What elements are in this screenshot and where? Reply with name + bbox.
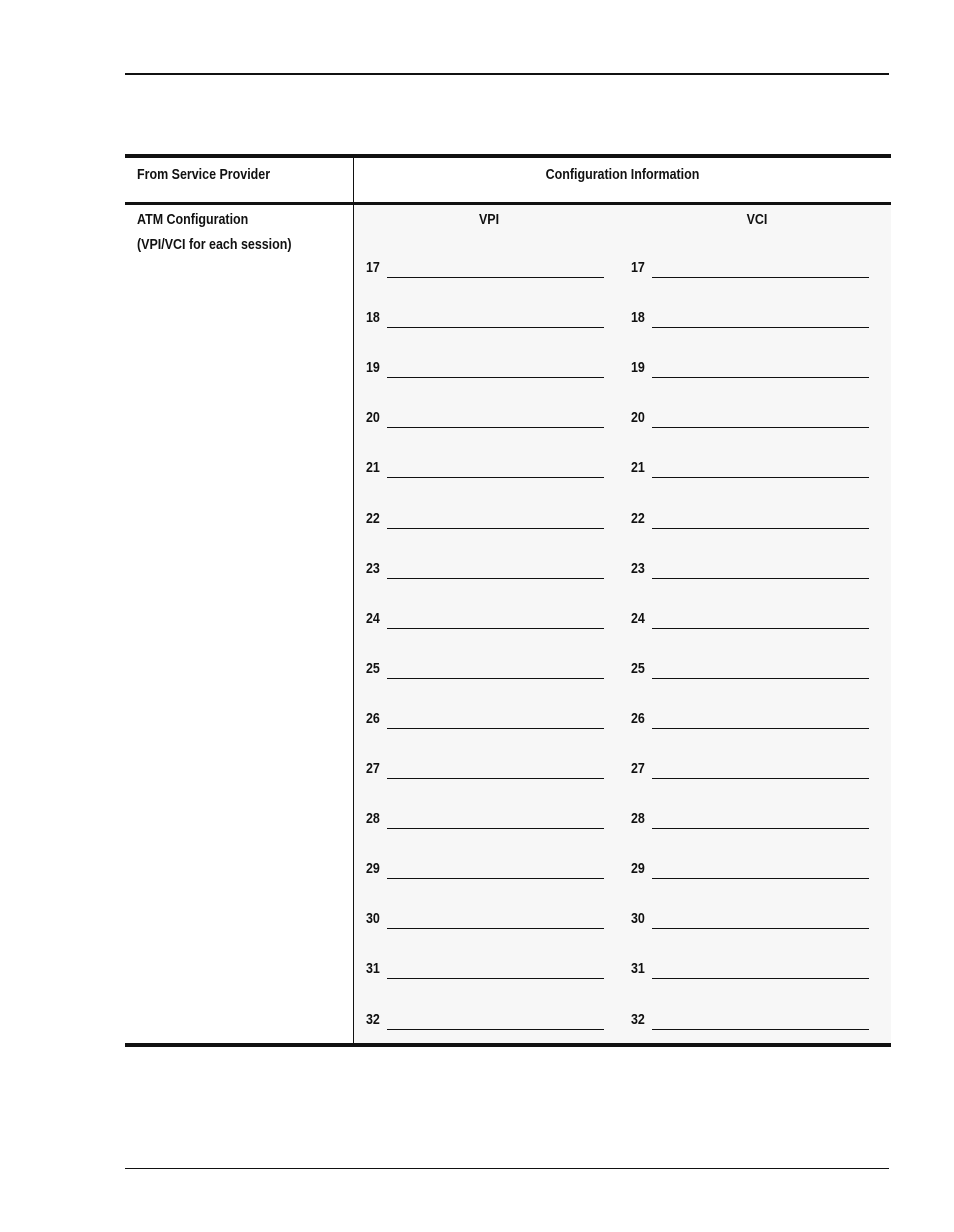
page-header-rule [125,73,889,75]
vpi-blank-line[interactable] [387,528,604,529]
session-number: 24 [366,611,380,627]
session-number: 27 [366,761,380,777]
vci-blank-line[interactable] [652,477,869,478]
vci-blank-line[interactable] [652,928,869,929]
column-divider [353,158,354,1043]
session-number: 22 [366,511,380,527]
vpi-entry-30[interactable] [366,911,606,931]
row-label-atm-configuration: ATM Configuration [137,212,249,228]
session-number: 23 [366,561,380,577]
vci-entry-27[interactable] [631,761,871,781]
vci-blank-line[interactable] [652,628,869,629]
session-number: 19 [366,360,380,376]
session-number: 30 [366,911,380,927]
session-number: 31 [631,961,645,977]
vpi-blank-line[interactable] [387,928,604,929]
session-number: 32 [631,1012,645,1028]
session-number: 29 [366,861,380,877]
header-configuration-information: Configuration Information [545,167,700,183]
vpi-blank-line[interactable] [387,277,604,278]
vpi-blank-line[interactable] [387,678,604,679]
vpi-entry-20[interactable] [366,410,606,430]
session-number: 32 [366,1012,380,1028]
vpi-blank-line[interactable] [387,978,604,979]
vpi-blank-line[interactable] [387,628,604,629]
session-number: 17 [366,260,380,276]
vpi-blank-line[interactable] [387,427,604,428]
page-footer-rule [125,1168,889,1169]
session-number: 31 [366,961,380,977]
session-number: 20 [631,410,645,426]
vci-blank-line[interactable] [652,528,869,529]
row-label-vpi-vci-note: (VPI/VCI for each session) [137,237,292,253]
vpi-blank-line[interactable] [387,878,604,879]
vci-entry-32[interactable] [631,1012,871,1032]
session-number: 23 [631,561,645,577]
table-top-border [125,154,891,158]
vpi-entry-24[interactable] [366,611,606,631]
vci-entry-23[interactable] [631,561,871,581]
session-number: 28 [631,811,645,827]
vci-blank-line[interactable] [652,678,869,679]
vci-blank-line[interactable] [652,327,869,328]
vci-entry-26[interactable] [631,711,871,731]
session-number: 25 [631,661,645,677]
session-number: 29 [631,861,645,877]
vpi-blank-line[interactable] [387,1029,604,1030]
vci-entry-28[interactable] [631,811,871,831]
vpi-entry-32[interactable] [366,1012,606,1032]
vci-blank-line[interactable] [652,277,869,278]
vpi-entry-25[interactable] [366,661,606,681]
vci-entry-19[interactable] [631,360,871,380]
vpi-entry-19[interactable] [366,360,606,380]
vpi-entry-22[interactable] [366,511,606,531]
session-number: 21 [631,460,645,476]
vpi-entry-17[interactable] [366,260,606,280]
vpi-blank-line[interactable] [387,578,604,579]
vci-blank-line[interactable] [652,828,869,829]
vci-entry-22[interactable] [631,511,871,531]
vci-entry-29[interactable] [631,861,871,881]
vci-blank-line[interactable] [652,427,869,428]
vpi-entry-26[interactable] [366,711,606,731]
session-number: 30 [631,911,645,927]
column-header-vpi: VPI [478,212,500,228]
vpi-blank-line[interactable] [387,828,604,829]
table-bottom-border [125,1043,891,1047]
vci-entry-25[interactable] [631,661,871,681]
vpi-entry-23[interactable] [366,561,606,581]
vpi-entry-28[interactable] [366,811,606,831]
session-number: 21 [366,460,380,476]
session-number: 17 [631,260,645,276]
session-number: 22 [631,511,645,527]
vci-blank-line[interactable] [652,978,869,979]
session-number: 26 [366,711,380,727]
vpi-blank-line[interactable] [387,728,604,729]
session-number: 18 [366,310,380,326]
vci-entry-18[interactable] [631,310,871,330]
session-number: 19 [631,360,645,376]
column-header-vci: VCI [746,212,768,228]
vci-blank-line[interactable] [652,1029,869,1030]
vci-blank-line[interactable] [652,578,869,579]
session-number: 25 [366,661,380,677]
vpi-blank-line[interactable] [387,778,604,779]
vci-blank-line[interactable] [652,878,869,879]
vpi-blank-line[interactable] [387,377,604,378]
vpi-blank-line[interactable] [387,477,604,478]
vpi-entry-29[interactable] [366,861,606,881]
session-number: 18 [631,310,645,326]
session-number: 20 [366,410,380,426]
vpi-entry-27[interactable] [366,761,606,781]
vci-blank-line[interactable] [652,728,869,729]
vci-entry-17[interactable] [631,260,871,280]
vci-entry-30[interactable] [631,911,871,931]
session-number: 24 [631,611,645,627]
vpi-entry-31[interactable] [366,961,606,981]
config-worksheet-table [125,154,891,1047]
vci-entry-31[interactable] [631,961,871,981]
vpi-blank-line[interactable] [387,327,604,328]
vci-entry-21[interactable] [631,460,871,480]
vci-blank-line[interactable] [652,778,869,779]
vci-blank-line[interactable] [652,377,869,378]
session-number: 26 [631,711,645,727]
vpi-entry-21[interactable] [366,460,606,480]
session-number: 28 [366,811,380,827]
vci-entry-20[interactable] [631,410,871,430]
header-from-service-provider: From Service Provider [137,167,271,183]
vci-entry-24[interactable] [631,611,871,631]
vpi-entry-18[interactable] [366,310,606,330]
session-number: 27 [631,761,645,777]
